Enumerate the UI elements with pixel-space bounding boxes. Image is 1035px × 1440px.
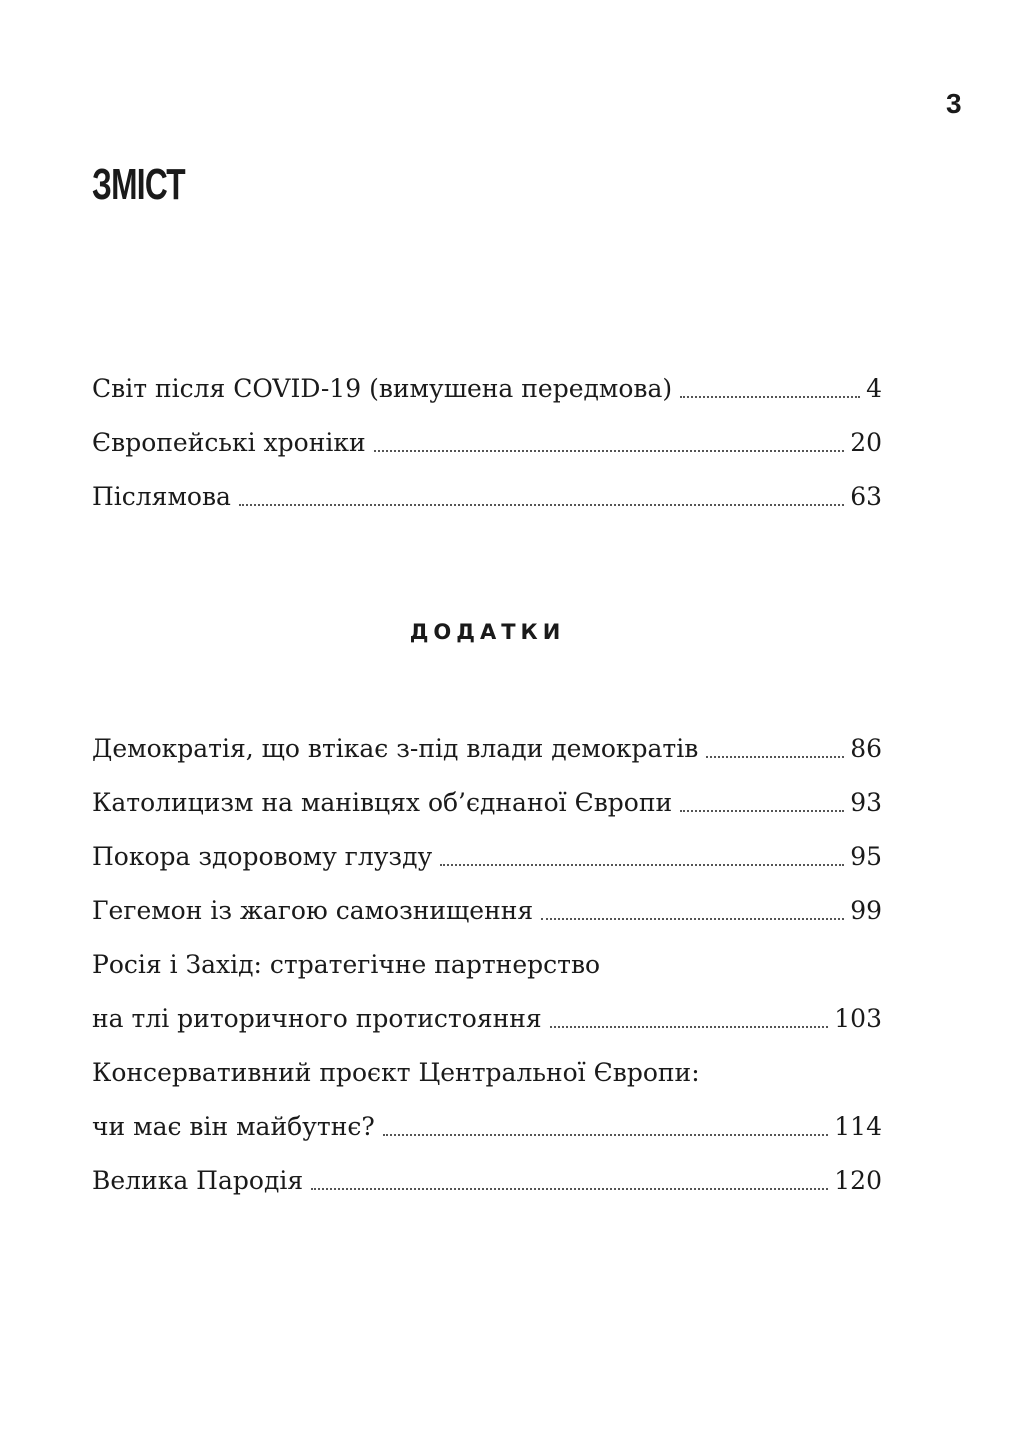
toc-entry[interactable]: Покора здоровому глузду 95 (92, 842, 882, 871)
leader-dots (706, 755, 844, 758)
leader-dots (550, 1025, 829, 1028)
toc-entry[interactable]: на тлі риторичного протистояння 103 (92, 1004, 882, 1033)
toc-entry[interactable]: Католицизм на манівцях об’єднаної Європи 93 (92, 788, 882, 817)
toc-entry[interactable]: Європейські хроніки 20 (92, 428, 882, 457)
toc-entry[interactable]: Демократія, що втікає з-під влади демократів 86 (92, 734, 882, 763)
toc-entry[interactable]: Гегемон із жагою самознищення 99 (92, 896, 882, 925)
leader-dots (680, 809, 844, 812)
leader-dots (311, 1187, 828, 1190)
toc-entry-line1[interactable]: Росія і Захід: стратегічне партнерство (92, 926, 882, 980)
leader-dots (383, 1133, 828, 1136)
page-number: 3 (946, 88, 962, 119)
leader-dots (541, 917, 844, 920)
leader-dots (374, 449, 845, 452)
toc-main (92, 350, 882, 512)
appendix-heading: ДОДАТКИ (409, 620, 566, 644)
leader-dots (239, 503, 844, 506)
toc-entry-line1[interactable]: Консервативний проєкт Центральної Європи: (92, 1034, 882, 1088)
toc-entry[interactable]: Світ після COVID-19 (вимушена передмова) 4 (92, 374, 882, 403)
leader-dots (680, 395, 860, 398)
toc-entry[interactable]: Післямова 63 (92, 482, 882, 511)
toc-entry[interactable]: Велика Пародія 120 (92, 1166, 882, 1195)
toc-appendix (92, 710, 882, 1196)
leader-dots (440, 863, 844, 866)
toc-entry[interactable]: чи має він майбутнє? 114 (92, 1112, 882, 1141)
page-title: ЗМІСТ (92, 160, 185, 209)
